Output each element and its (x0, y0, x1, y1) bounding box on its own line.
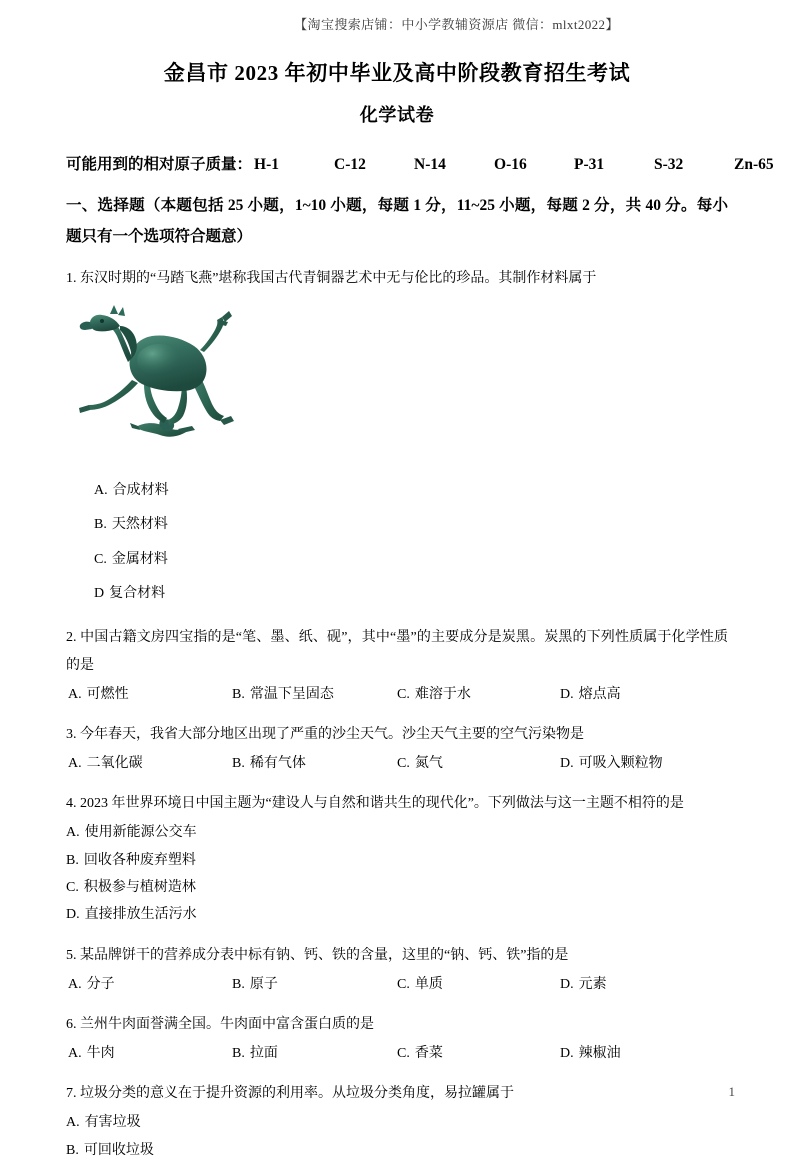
question-stem (66, 265, 728, 292)
question-3 (66, 721, 728, 777)
option-a[interactable] (68, 1040, 115, 1067)
atomic-mass-n: N-14 (414, 155, 446, 173)
question-text: 某品牌饼干的营养成分表中标有钠、钙、铁的含量，这里的“钠、钙、铁”指的是 (80, 947, 569, 963)
atomic-mass-line (66, 153, 774, 178)
option-marker: D. (560, 1046, 574, 1062)
question-stem (66, 721, 728, 748)
option-c[interactable] (397, 681, 471, 708)
option-marker: B. (94, 517, 107, 533)
option-text: 分子 (86, 976, 115, 992)
option-a[interactable] (66, 819, 396, 846)
option-c[interactable] (66, 874, 396, 901)
option-marker: B. (232, 756, 245, 772)
option-b[interactable] (66, 847, 396, 874)
question-1-figure (66, 296, 728, 472)
atomic-mass-c: C-12 (334, 155, 366, 173)
question-5 (66, 942, 728, 998)
question-6 (66, 1011, 728, 1067)
option-text: 辣椒油 (578, 1046, 621, 1062)
option-c[interactable] (397, 750, 443, 777)
option-marker: C. (397, 756, 410, 772)
option-text: 拉面 (249, 1046, 278, 1062)
page-subtitle: 化学试卷 (359, 104, 435, 125)
option-d[interactable] (560, 750, 663, 777)
question-1 (66, 265, 728, 611)
question-stem (66, 1080, 728, 1107)
option-text: 元素 (578, 976, 607, 992)
question-number: 3. (66, 726, 77, 742)
question-text: 兰州牛肉面誉满全国。牛肉面中富含蛋白质的是 (80, 1016, 374, 1032)
question-3-options (66, 750, 728, 777)
option-text: 二氧化碳 (86, 756, 143, 772)
option-marker: C. (66, 880, 79, 895)
option-a[interactable] (68, 681, 129, 708)
option-d[interactable] (94, 577, 728, 611)
question-stem (66, 790, 728, 817)
option-text: 难溶于水 (414, 686, 471, 702)
question-text: 2023 年世界环境日中国主题为“建设人与自然和谐共生的现代化”。下列做法与这一主题不相符的是 (80, 796, 684, 812)
option-marker: D. (560, 976, 574, 992)
option-text: 可吸入颗粒物 (578, 756, 663, 772)
atomic-mass-p: P-31 (574, 155, 605, 173)
option-text: 稀有气体 (249, 756, 306, 772)
atomic-mass-h: H-1 (254, 155, 279, 173)
option-marker: B. (232, 1046, 245, 1062)
option-a[interactable] (68, 971, 115, 998)
option-d[interactable] (560, 971, 607, 998)
option-text: 原子 (249, 976, 278, 992)
page-title: 金昌市 2023 年初中毕业及高中阶段教育招生考试 (163, 61, 631, 85)
option-marker: A. (68, 756, 82, 772)
question-number: 7. (66, 1086, 77, 1102)
option-a[interactable] (94, 474, 728, 508)
question-number: 6. (66, 1016, 77, 1032)
document-content (66, 58, 774, 1164)
option-b[interactable] (232, 750, 306, 777)
option-marker: A. (66, 1115, 80, 1131)
option-marker: D. (560, 756, 574, 772)
option-marker: D. (66, 907, 80, 923)
option-marker: A. (68, 686, 82, 702)
question-number: 4. (66, 796, 77, 812)
option-a[interactable] (66, 1109, 396, 1136)
atomic-mass-zn: Zn-65 (734, 155, 774, 173)
option-marker: B. (66, 852, 79, 868)
option-d[interactable] (560, 1040, 621, 1067)
option-text: 牛肉 (86, 1046, 115, 1062)
question-number: 2. (66, 630, 77, 646)
question-number: 1. (66, 270, 77, 286)
option-text: 天然材料 (111, 517, 168, 533)
question-2-options (66, 681, 728, 708)
horse-tail (200, 311, 232, 352)
option-b[interactable] (232, 1040, 278, 1067)
option-text: 有害垃圾 (84, 1115, 141, 1131)
atomic-mass-label: 可能用到的相对原子质量： (66, 155, 253, 173)
option-marker: A. (68, 1046, 82, 1062)
option-marker: B. (232, 686, 245, 702)
option-text: 金属材料 (111, 551, 168, 567)
question-5-options (66, 971, 728, 998)
option-text: 合成材料 (112, 483, 169, 499)
option-c[interactable] (397, 971, 443, 998)
option-marker: B. (66, 1142, 79, 1158)
atomic-mass-s: S-32 (654, 155, 684, 173)
option-marker: C. (94, 551, 107, 567)
question-text: 垃圾分类的意义在于提升资源的利用率。从垃圾分类角度，易拉罐属于 (80, 1086, 514, 1102)
option-marker: C. (397, 976, 410, 992)
option-marker: D. (560, 686, 574, 702)
question-stem (66, 624, 728, 679)
question-number: 5. (66, 947, 77, 963)
option-text: 常温下呈固态 (249, 686, 334, 702)
option-text: 氮气 (414, 756, 443, 772)
option-text: 直接排放生活污水 (84, 907, 197, 923)
page-number: 1 (728, 1084, 735, 1099)
question-1-options (66, 474, 728, 611)
option-text: 可回收垃圾 (83, 1142, 154, 1158)
option-d[interactable] (560, 681, 621, 708)
question-stem (66, 942, 728, 969)
option-text: 香菜 (414, 1046, 443, 1062)
question-7-options (66, 1109, 728, 1164)
question-text: 今年春天，我省大部分地区出现了严重的沙尘天气。沙尘天气主要的空气污染物是 (80, 726, 584, 742)
option-text: 可燃性 (86, 686, 129, 702)
atomic-mass-o: O-16 (494, 155, 527, 173)
question-2 (66, 624, 728, 708)
option-marker: A. (68, 976, 82, 992)
option-b[interactable] (94, 508, 728, 542)
option-marker: D (94, 585, 105, 601)
question-4-options (66, 819, 728, 928)
option-marker: A. (66, 825, 80, 841)
option-marker: C. (397, 1046, 410, 1062)
option-b[interactable] (66, 1137, 396, 1164)
option-b[interactable] (232, 971, 278, 998)
option-c[interactable] (94, 543, 728, 577)
horse-head-and-neck (80, 305, 137, 362)
question-6-options (66, 1040, 728, 1067)
option-c[interactable] (397, 1040, 443, 1067)
question-7 (66, 1080, 728, 1164)
option-text: 回收各种废弃塑料 (83, 852, 196, 868)
option-marker: B. (232, 976, 245, 992)
option-text: 熔点高 (578, 686, 621, 702)
option-marker: C. (397, 686, 410, 702)
bronze-horse-statue-icon (74, 296, 274, 456)
option-marker: A. (94, 483, 108, 499)
option-d[interactable] (66, 901, 396, 928)
option-text: 单质 (414, 976, 443, 992)
option-text: 复合材料 (109, 585, 166, 601)
option-text: 积极参与植树造林 (83, 880, 196, 895)
option-a[interactable] (68, 750, 143, 777)
question-4 (66, 790, 728, 928)
option-b[interactable] (232, 681, 334, 708)
question-stem (66, 1011, 728, 1038)
watermark-header: 【淘宝搜索店铺：中小学教辅资源店 微信：mlxt2022】 (294, 17, 619, 32)
question-text: 中国古籍文房四宝指的是“笔、墨、纸、砚”，其中“墨”的主要成分是炭黑。炭黑的下列性质属于化学性质的是 (66, 630, 729, 673)
section-heading-multiple-choice: 一、选择题（本题包括 25 小题，1~10 小题，每题 1 分，11~25 小题，每题 2 分，共 40 分。每小题只有一个选项符合题意） (66, 197, 728, 245)
option-text: 使用新能源公交车 (84, 825, 197, 841)
question-text: 东汉时期的“马踏飞燕”堪称我国古代青铜器艺术中无与伦比的珍品。其制作材料属于 (80, 270, 597, 286)
